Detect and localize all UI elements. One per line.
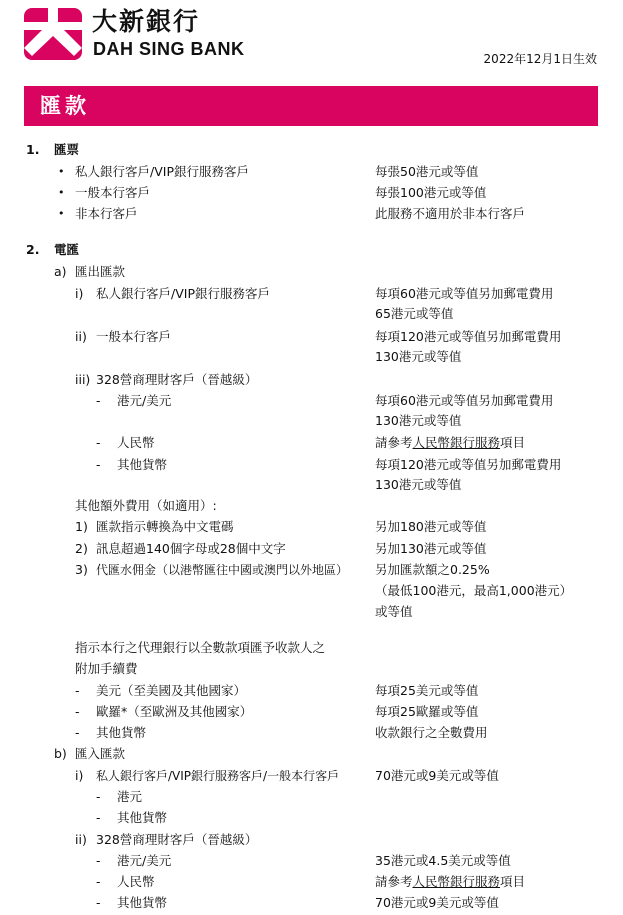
fee-item-value: 70港元或9美元或等值 bbox=[375, 768, 499, 783]
rmb-banking-services-link[interactable]: 人民幣銀行服務 bbox=[412, 435, 501, 450]
section-heading: 匯票 bbox=[54, 142, 80, 157]
fee-item-value bbox=[375, 433, 525, 453]
dash: - bbox=[96, 393, 101, 408]
fee-item-value-cont: 130港元或等值 bbox=[375, 413, 462, 428]
fee-item-label: 港元/美元 bbox=[117, 393, 172, 408]
page-title: 匯款 bbox=[40, 94, 90, 118]
fee-item-value: 每項120港元或等值另加郵電費用 bbox=[375, 457, 562, 472]
fee-item-value: 每項25美元或等值 bbox=[375, 683, 479, 698]
dash: - bbox=[96, 435, 101, 450]
item-marker: iii) bbox=[75, 372, 91, 387]
fee-item-value: 另加匯款額之0.25% bbox=[375, 562, 490, 577]
extra-charges-title: 其他額外費用（如適用）: bbox=[75, 498, 217, 513]
fee-item-value-cont: 65港元或等值 bbox=[375, 306, 454, 321]
sub-heading: 匯出匯款 bbox=[75, 264, 126, 279]
item-marker: ii) bbox=[75, 832, 87, 847]
fee-item-value: 每項60港元或等值另加郵電費用 bbox=[375, 286, 554, 301]
fee-item-label: 私人銀行客戶/VIP銀行服務客戶 bbox=[75, 164, 249, 179]
section-number: 1. bbox=[26, 142, 40, 157]
fee-prefix: 請參考 bbox=[375, 435, 413, 450]
fee-item-value: 每項25歐羅或等值 bbox=[375, 704, 479, 719]
fee-item-value bbox=[375, 872, 525, 892]
rmb-banking-services-link[interactable]: 人民幣銀行服務 bbox=[412, 874, 501, 889]
item-marker: 1) bbox=[75, 519, 88, 534]
fee-item-label: 歐羅*（至歐洲及其他國家） bbox=[96, 704, 253, 719]
fee-item-label: 非本行客戶 bbox=[75, 206, 138, 221]
bullet: • bbox=[58, 165, 65, 178]
fee-item-label: 其他貨幣 bbox=[117, 457, 168, 472]
fee-item-value: 35港元或4.5美元或等值 bbox=[375, 853, 511, 868]
sub-marker: b) bbox=[54, 746, 67, 761]
fee-prefix: 請參考 bbox=[375, 874, 413, 889]
fee-item-label: 328營商理財客戶（晉越級） bbox=[96, 372, 258, 387]
dash: - bbox=[96, 895, 101, 910]
item-marker: 3) bbox=[75, 562, 88, 577]
dash: - bbox=[96, 457, 101, 472]
fee-item-value: 每項120港元或等值另加郵電費用 bbox=[375, 329, 562, 344]
bullet: • bbox=[58, 207, 65, 220]
item-marker: 2) bbox=[75, 541, 88, 556]
sub-marker: a) bbox=[54, 264, 67, 279]
sub-heading: 匯入匯款 bbox=[75, 746, 126, 761]
fee-item-value-cont: （最低100港元，最高1,000港元） bbox=[375, 583, 573, 598]
fee-item-value: 每張100港元或等值 bbox=[375, 185, 487, 200]
fee-item-label: 私人銀行客戶/VIP銀行服務客戶/一般本行客戶 bbox=[96, 769, 340, 783]
fee-item-value-cont: 130港元或等值 bbox=[375, 349, 462, 364]
fee-item-label: 一般本行客戶 bbox=[96, 329, 172, 344]
dash: - bbox=[96, 853, 101, 868]
section-banner bbox=[24, 86, 598, 126]
fee-item-label: 328營商理財客戶（晉越級） bbox=[96, 832, 258, 847]
fee-item-value-cont: 或等值 bbox=[375, 604, 413, 619]
fee-item-label: 其他貨幣 bbox=[117, 895, 168, 910]
fee-item-label: 一般本行客戶 bbox=[75, 185, 151, 200]
fee-item-label: 美元（至美國及其他國家） bbox=[96, 683, 247, 698]
agent-charge-title-cont: 附加手續費 bbox=[75, 661, 138, 676]
fee-item-label: 人民幣 bbox=[117, 435, 155, 450]
fee-item-label: 匯款指示轉換為中文電碼 bbox=[96, 519, 234, 534]
agent-charge-title: 指示本行之代理銀行以全數款項匯予收款人之 bbox=[75, 640, 326, 655]
fee-item-label: 人民幣 bbox=[117, 874, 155, 889]
section-heading: 電匯 bbox=[54, 242, 80, 257]
fee-item-label: 港元 bbox=[117, 789, 143, 804]
fee-item-value: 此服務不適用於非本行客戶 bbox=[375, 206, 526, 221]
fee-item-value-cont: 130港元或等值 bbox=[375, 477, 462, 492]
dash: - bbox=[75, 725, 80, 740]
brand-name-english: DAH SING BANK bbox=[93, 39, 245, 59]
fee-item-value: 70港元或9美元或等值 bbox=[375, 895, 499, 910]
fee-item-label: 其他貨幣 bbox=[117, 810, 168, 825]
fee-item-value: 每張50港元或等值 bbox=[375, 164, 479, 179]
bullet: • bbox=[58, 186, 65, 199]
effective-date: 2022年12月1日生效 bbox=[483, 52, 597, 66]
dash: - bbox=[75, 704, 80, 719]
fee-item-label: 訊息超過140個字母或28個中文字 bbox=[96, 541, 286, 556]
section-number: 2. bbox=[26, 242, 40, 257]
dash: - bbox=[75, 683, 80, 698]
item-marker: i) bbox=[75, 768, 84, 783]
brand-name-chinese: 大新銀行 bbox=[92, 7, 201, 36]
fee-item-label: 代匯水佣金（以港幣匯往中國或澳門以外地區） bbox=[96, 563, 349, 577]
fee-item-value: 收款銀行之全數費用 bbox=[375, 725, 488, 740]
item-marker: ii) bbox=[75, 329, 87, 344]
item-marker: i) bbox=[75, 286, 84, 301]
dash: - bbox=[96, 810, 101, 825]
fee-item-label: 其他貨幣 bbox=[96, 725, 147, 740]
dah-sing-logo bbox=[24, 8, 82, 60]
fee-item-value: 每項60港元或等值另加郵電費用 bbox=[375, 393, 554, 408]
fee-item-label: 私人銀行客戶/VIP銀行服務客戶 bbox=[96, 286, 270, 301]
fee-item-value: 另加130港元或等值 bbox=[375, 541, 487, 556]
fee-suffix: 項目 bbox=[500, 874, 526, 889]
dash: - bbox=[96, 874, 101, 889]
dash: - bbox=[96, 789, 101, 804]
fee-suffix: 項目 bbox=[500, 435, 526, 450]
fee-item-label: 港元/美元 bbox=[117, 853, 172, 868]
fee-item-value: 另加180港元或等值 bbox=[375, 519, 487, 534]
